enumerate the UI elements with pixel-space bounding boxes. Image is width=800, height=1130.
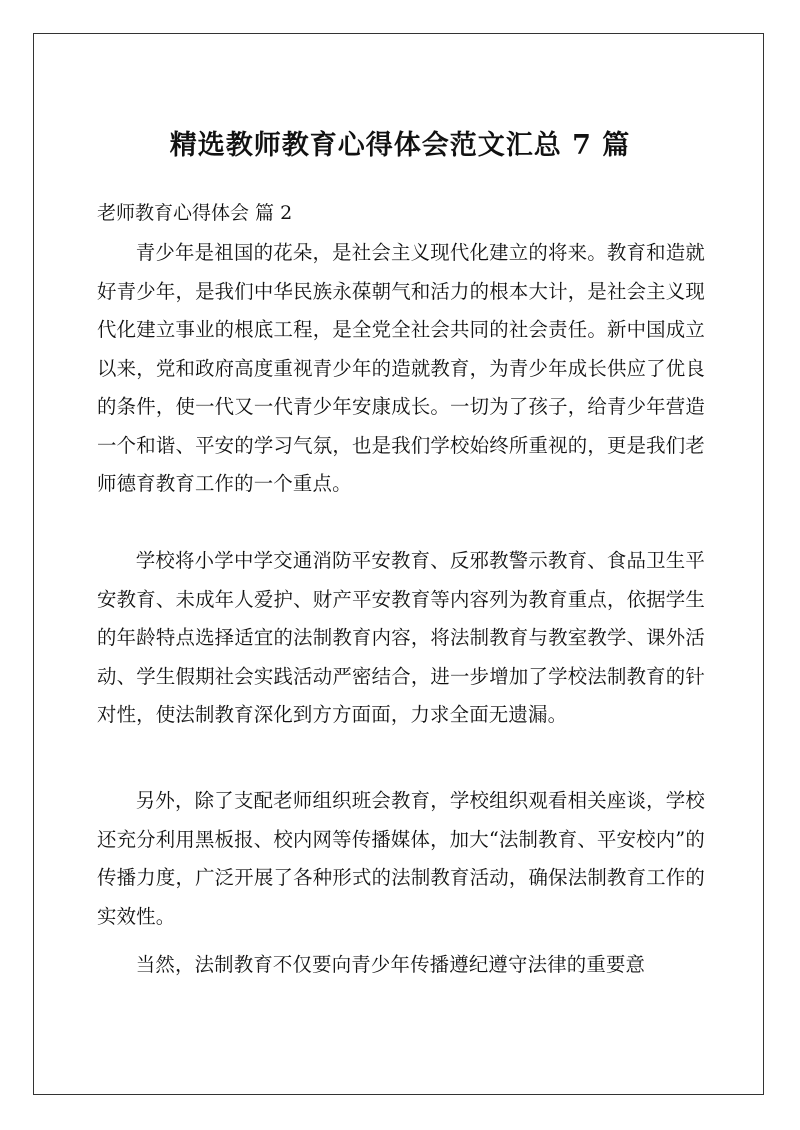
paragraph-4: 当然，法制教育不仅要向青少年传播遵纪遵守法律的重要意	[135, 953, 646, 976]
document-title: 精选教师教育心得体会范文汇总 7 篇	[169, 130, 631, 161]
section-heading: 老师教育心得体会 篇 2	[97, 202, 293, 224]
paragraph-1: 青少年是祖国的花朵，是社会主义现代化建立的将来。教育和造就好青少年，是我们中华民族永葆朝气和活力的根本大计，是社会主义现代化建立事业的根底工程，是全党全社会共同的社会责任。新中国成立以来，党和政府高度重视青少年的造就教育，为青少年成长供应了优良的条件，使一代又一代青少年安康成长。一切为了孩子，给青少年营造一个和谐、平安的学习气氛，也是我们学校始终所重视的，更是我们老师德育教育工作的一个重点。	[97, 241, 705, 495]
paragraph-2: 学校将小学中学交通消防平安教育、反邪教警示教育、食品卫生平安教育、未成年人爱护、财产平安教育等内容列为教育重点，依据学生的年龄特点选择适宜的法制教育内容，将法制教育与教室教学、课外活动、学生假期社会实践活动严密结合，进一步增加了学校法制教育的针对性，使法制教育深化到方方面面，力求全面无遗漏。	[97, 549, 705, 726]
paragraph-3: 另外，除了支配老师组织班会教育，学校组织观看相关座谈，学校还充分利用黑板报、校内网等传播媒体，加大“法制教育、平安校内”的传播力度，广泛开展了各种形式的法制教育活动，确保法制教育工作的实效性。	[97, 789, 705, 928]
